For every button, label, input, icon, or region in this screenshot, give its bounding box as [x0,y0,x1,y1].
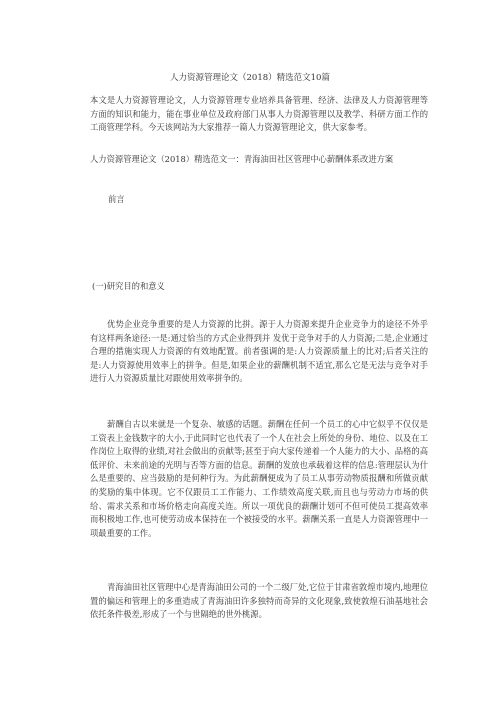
intro-paragraph: 本文是人力资源管理论文，人力资源管理专业培养具备管理、经济、法律及人力资源管理等方面的知识和能力，能在事业单位及政府部门从事人力资源管理以及教学、科研方面工作的工商管理学科。今天该网站为大家推荐一篇人力资源管理论文，供大家参考。 [90,95,428,133]
body-paragraph-3: 青海油田社区管理中心是青海油田公司的一个二级厂处,它位于甘肃省敦煌市境内,地理位置的偏远和管理上的多重造成了青海油田许多独特而奇异的文化现象,致使敦煌石油基地社会依托条件极差,形成了一个与世隔绝的世外桃源。 [90,582,428,620]
section-heading: (一)研究目的和意义 [92,281,165,291]
body-paragraph-2: 薪酬自古以来就是一个复杂、敏感的话题。薪酬在任何一个员工的心中它似乎不仅仅是工资表上金钱数字的大小,于此同时它也代表了一个人在社会上所处的身份、地位、以及在工作岗位上取得的业绩,对社会做出的贡献等;甚至于向大家传递着一个人能力的大小、品格的高低评价、未来前途的光明与否等方面的信息。薪酬的发放也承载着这样的信息:管理层认为什么是重要的、应当鼓励的是何种行为。为此薪酬便成为了员工从事劳动物质报酬和所做贡献的奖励的集中体现。它不仅跟员工工作能力、工作绩效高度关联,而且也与劳动力市场的供给、需求关系和市场价格走向高度关连。所以一项优良的薪酬计划可不但可使员工提高效率而积极地工作,也可使劳动成本保持在一个被接受的水平。薪酬关系一直是人力资源管理中一项最重要的工作。 [90,419,428,538]
body-paragraph-1: 优势企业竞争重要的是人力资源的比拼。源于人力资源来提升企业竞争力的途径不外乎有这样两条途径:一是:通过恰当的方式企业得到并 发优于竞争对手的人力资源;二是,企业通过合理的措施实现人力资源的有效地配置。前者强调的是:人力资源质量上的比对;后者关注的是:人力资源使用效率上的拼争。但是,如果企业的薪酬机制不适宜,那么它是无法与竞争对手进行人力资源质量比对跟使用效率拼争的。 [90,319,428,384]
document-title: 人力资源管理论文（2018）精选范文10篇 [170,73,330,83]
preface-heading: 前言 [108,194,125,204]
article-subtitle: 人力资源管理论文（2018）精选范文一：青海油田社区管理中心薪酬体系改进方案 [90,154,394,164]
